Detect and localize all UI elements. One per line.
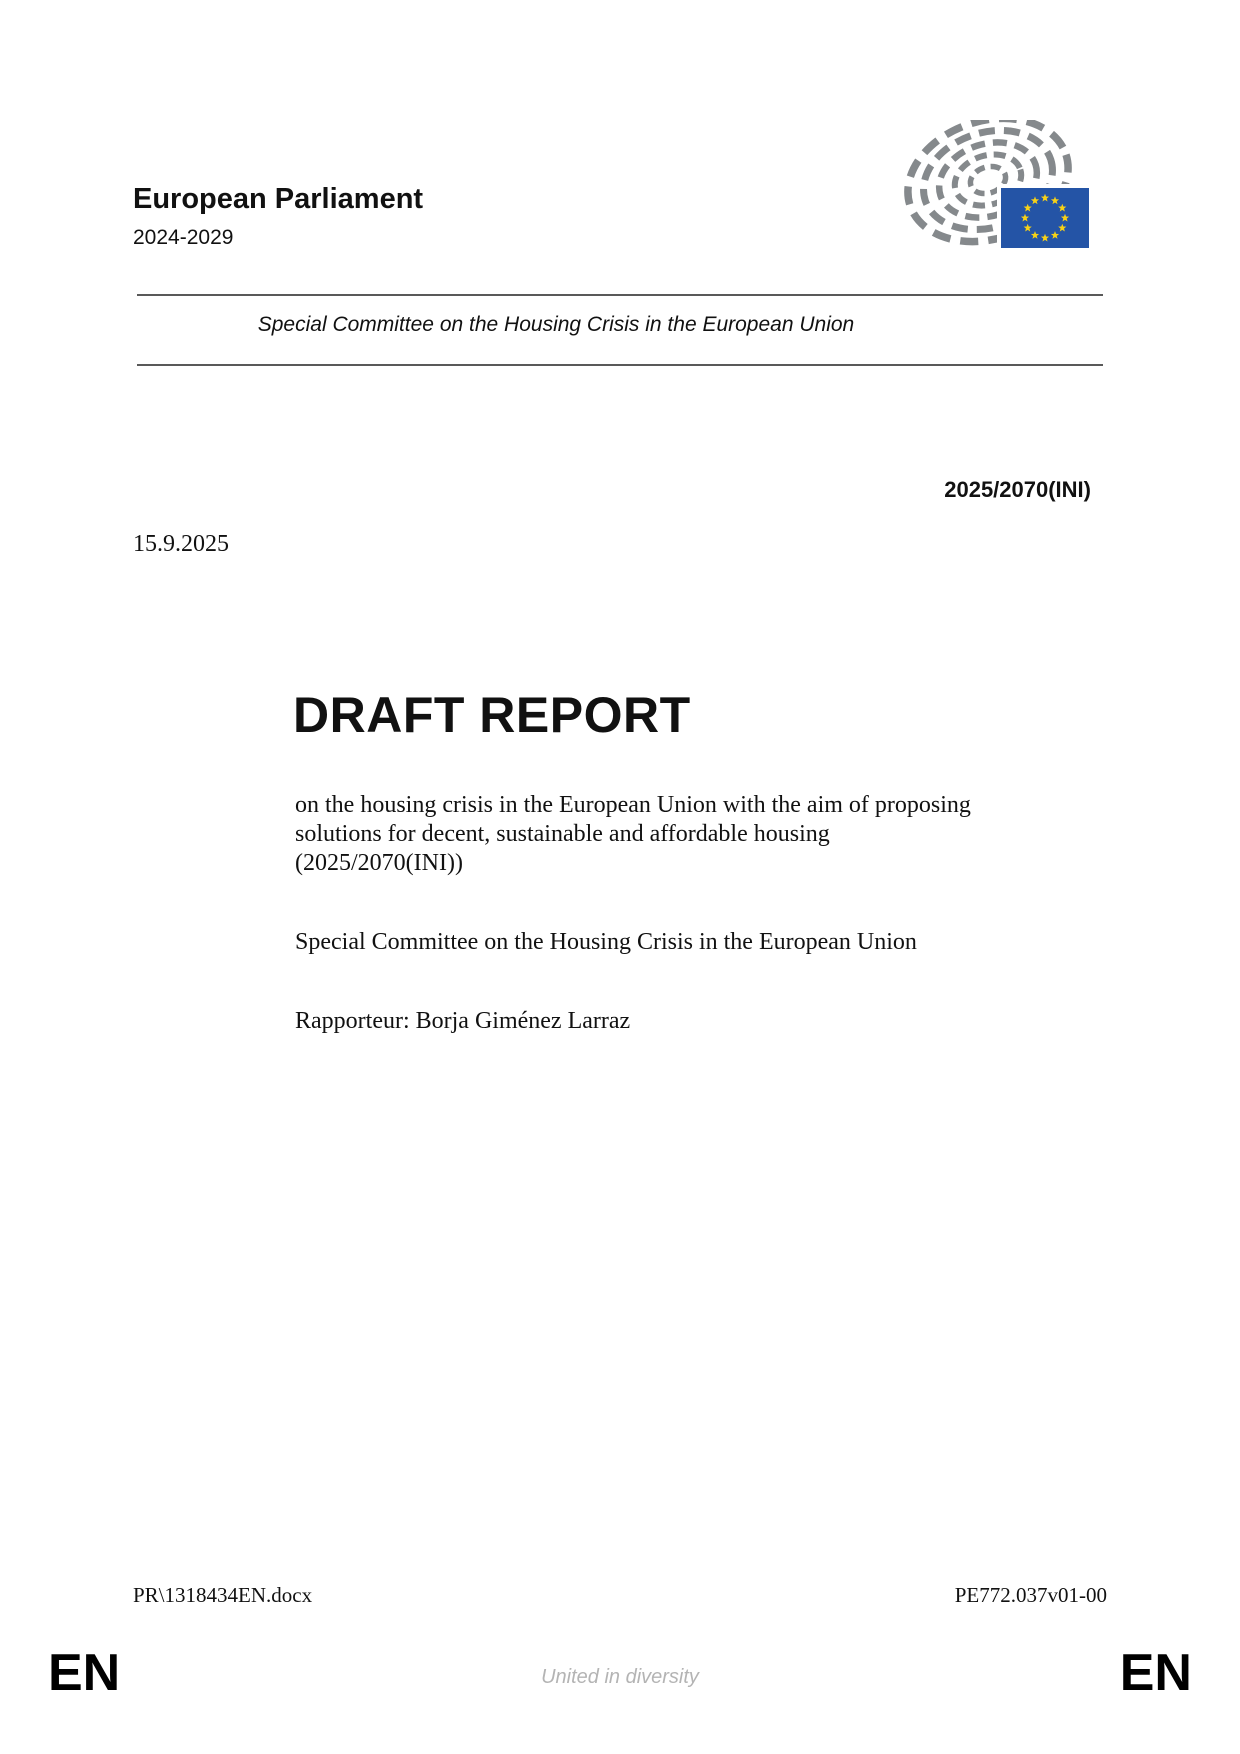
footer-doc-ref: PR\1318434EN.docx (133, 1583, 313, 1607)
language-code-left: EN (48, 1644, 121, 1702)
footer-references (133, 1583, 1107, 1608)
hemicycle-eu-flag-icon (893, 120, 1095, 258)
institution-name: European Parliament (133, 183, 424, 215)
subject-line-2: solutions for decent, sustainable and affordable housing (295, 821, 830, 847)
horizontal-rule-top (137, 294, 1103, 296)
rapporteur-name: Rapporteur: Borja Giménez Larraz (295, 1008, 631, 1034)
document-date: 15.9.2025 (133, 531, 229, 557)
parliamentary-term: 2024-2029 (133, 226, 234, 249)
footer-pe-ref: PE772.037v01-00 (954, 1583, 1107, 1607)
subject-paragraph (295, 791, 975, 878)
eu-motto: United in diversity (541, 1666, 699, 1688)
language-code-right: EN (1119, 1644, 1192, 1702)
page-title: DRAFT REPORT (293, 687, 691, 743)
committee-banner: Special Committee on the Housing Crisis in the European Union (257, 313, 855, 336)
subject-line-3: (2025/2070(INI)) (295, 850, 463, 876)
procedure-reference: 2025/2070(INI) (944, 477, 1091, 502)
committee-name: Special Committee on the Housing Crisis in the European Union (295, 929, 917, 955)
european-parliament-logo (893, 120, 1095, 258)
subject-line-1: on the housing crisis in the European Union with the aim of proposing (295, 792, 971, 818)
horizontal-rule-bottom (137, 364, 1103, 366)
